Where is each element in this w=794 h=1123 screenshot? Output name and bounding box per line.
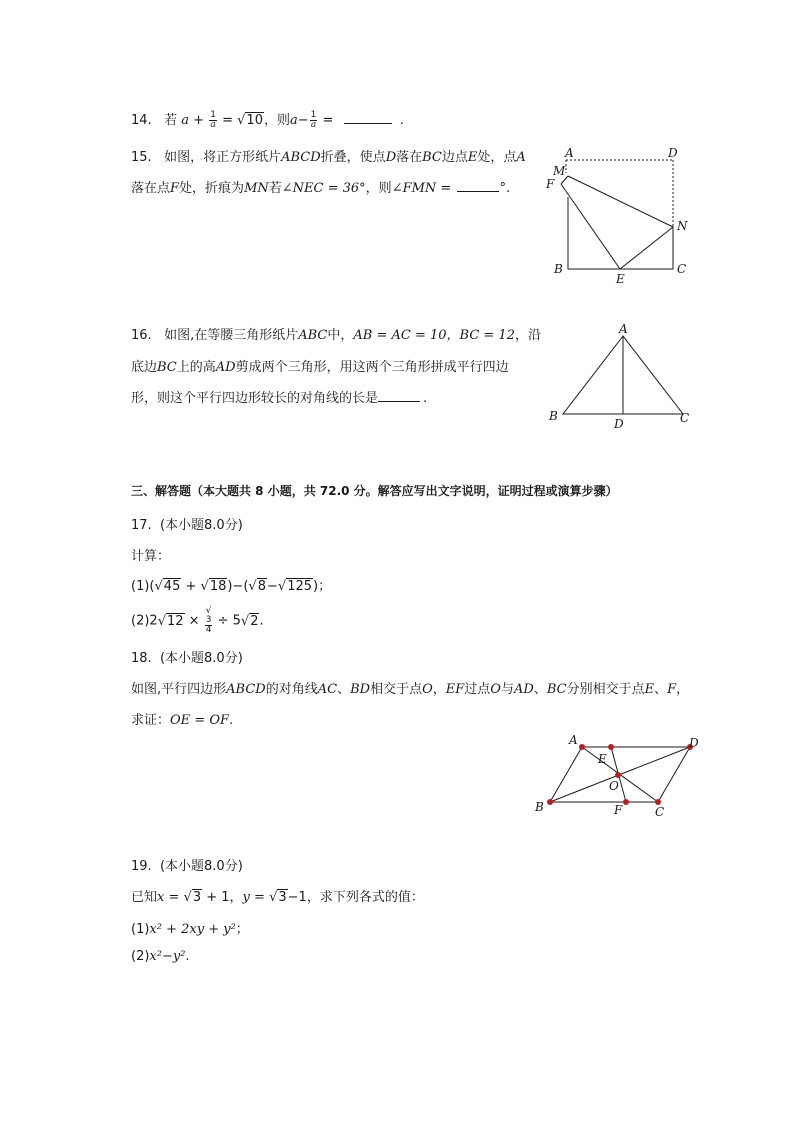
label-D: D bbox=[689, 736, 699, 750]
q15-answer-blank[interactable] bbox=[457, 179, 499, 192]
label-A: A bbox=[619, 322, 628, 336]
label-D: D bbox=[614, 417, 624, 431]
point-A bbox=[579, 744, 585, 750]
point-E bbox=[608, 744, 614, 750]
q17-part-2: (2)2√12 × √ 3 4 ÷ 5√2. bbox=[131, 606, 264, 635]
q18-line-1: 如图,平行四边形ABCD的对角线AC、BD相交于点O，EF过点O与AD、BC分别相交于点E、F， bbox=[131, 682, 690, 697]
q14-answer-blank[interactable] bbox=[344, 111, 392, 124]
q16-answer-blank[interactable] bbox=[378, 389, 420, 402]
q19-number: 19. bbox=[131, 859, 152, 874]
label-E: E bbox=[616, 272, 625, 286]
label-A: A bbox=[565, 146, 574, 160]
section-3-heading: 三、解答题（本大题共 8 小题，共 72.0 分。解答应写出文字说明，证明过程或演算步骤） bbox=[131, 484, 618, 498]
q17-header: 17. (本小题8.0分) bbox=[131, 518, 243, 533]
q19-part-2: (2)x²−y². bbox=[131, 949, 190, 964]
q16-line-3: 形，则这个平行四边形较长的对角线的长是 . bbox=[131, 391, 428, 406]
q17-part-1: (1)(√45 + √18)−(√8−√125)； bbox=[131, 579, 332, 594]
point-F bbox=[623, 799, 629, 805]
q14-fraction-1: $\frac{1}{a}$ bbox=[210, 110, 216, 130]
label-B: B bbox=[549, 409, 558, 423]
q16-line-2: 底边BC上的高AD剪成两个三角形，用这两个三角形拼成平行四边 bbox=[131, 360, 509, 375]
q16-number: 16. bbox=[131, 328, 152, 343]
q18-figure bbox=[530, 730, 710, 825]
q15-line-2: 落在点F处，折痕为MN若∠NEC = 36°，则∠FMN = °. bbox=[131, 181, 511, 196]
label-C: C bbox=[655, 805, 665, 819]
q19-header: 19. (本小题8.0分) bbox=[131, 859, 243, 874]
label-D: D bbox=[668, 146, 678, 160]
q15-number: 15. bbox=[131, 150, 152, 165]
q18-line-2: 求证：OE = OF. bbox=[131, 713, 234, 728]
q16-figure bbox=[540, 318, 700, 433]
label-C: C bbox=[680, 411, 690, 425]
label-F: F bbox=[614, 803, 623, 817]
q18-number: 18. bbox=[131, 651, 152, 666]
q14-sqrt: √10 bbox=[237, 113, 263, 128]
q19-part-1: (1)x² + 2xy + y²； bbox=[131, 922, 249, 937]
q17-number: 17. bbox=[131, 518, 152, 533]
label-A: A bbox=[569, 733, 578, 747]
label-C: C bbox=[677, 262, 687, 276]
q19-line-1: 已知x = √3 + 1，y = √3−1，求下列各式的值： bbox=[131, 890, 424, 905]
point-O bbox=[615, 772, 621, 778]
q14-line: 14. 若 a + $\frac{1}{a}$ = √10，则a− $\frac{1}{a}$ = . bbox=[131, 110, 404, 130]
label-E: E bbox=[598, 752, 607, 766]
label-B: B bbox=[554, 262, 563, 276]
q16-line-1: 16. 如图,在等腰三角形纸片ABC中，AB = AC = 10，BC = 12，沿 bbox=[131, 328, 541, 343]
q17-intro: 计算： bbox=[131, 549, 171, 564]
label-M: M bbox=[553, 164, 566, 178]
point-B bbox=[547, 799, 553, 805]
q18-header: 18. (本小题8.0分) bbox=[131, 651, 243, 666]
label-O: O bbox=[609, 779, 619, 793]
q14-fraction-2: $\frac{1}{a}$ bbox=[310, 110, 317, 130]
q15-figure bbox=[540, 140, 700, 290]
q15-line-1: 15. 如图，将正方形纸片ABCD折叠，使点D落在BC边点E处，点A bbox=[131, 150, 526, 165]
q14-number: 14. bbox=[131, 113, 152, 128]
label-F: F bbox=[546, 177, 555, 191]
label-B: B bbox=[535, 800, 544, 814]
label-N: N bbox=[677, 219, 688, 233]
